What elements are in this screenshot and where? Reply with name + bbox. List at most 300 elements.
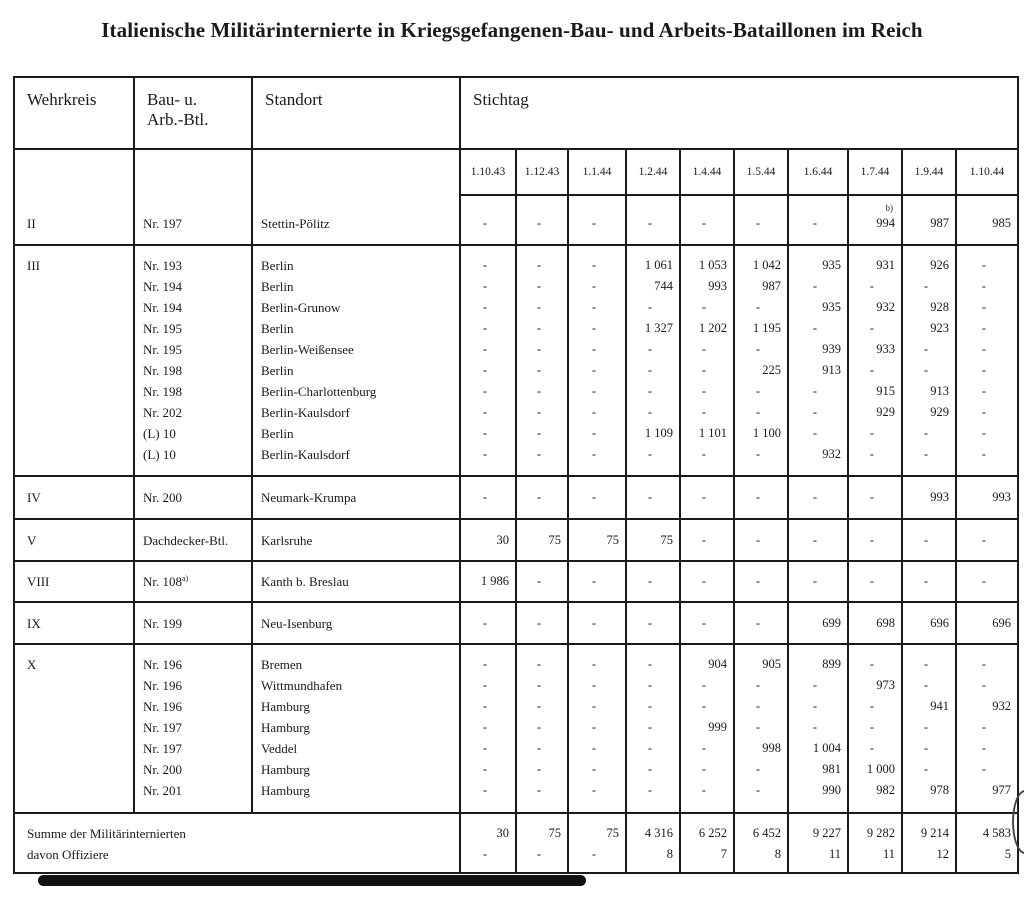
value: 973 xyxy=(876,678,895,692)
summary-total: 6 452 xyxy=(752,826,781,840)
value: - xyxy=(536,574,542,588)
wehrkreis-label: X xyxy=(27,657,37,672)
value: 993 xyxy=(992,490,1012,504)
value: - xyxy=(701,216,707,230)
value: 977 xyxy=(992,783,1012,797)
value: - xyxy=(482,321,488,335)
standort-label: Berlin-Kaulsdorf xyxy=(261,405,350,420)
btl-text: Nr. 197 xyxy=(143,741,182,756)
value: - xyxy=(981,279,987,293)
value: 978 xyxy=(930,783,949,797)
value: - xyxy=(812,216,818,230)
value: - xyxy=(647,783,653,797)
standort-label: Berlin xyxy=(261,363,294,378)
value-cell xyxy=(516,602,568,644)
value: - xyxy=(701,490,707,504)
value-cell xyxy=(568,476,626,519)
value-cell xyxy=(626,602,680,644)
summary-cell xyxy=(626,813,680,873)
value: 913 xyxy=(822,363,841,377)
value: - xyxy=(591,405,597,419)
value: 935 xyxy=(822,258,841,272)
summary-total-label: Summe der Militärinternierten xyxy=(27,826,186,841)
value: 698 xyxy=(876,615,895,630)
value: - xyxy=(701,405,707,419)
standort-cell xyxy=(252,245,460,476)
btl-text: Nr. 194 xyxy=(143,279,182,294)
standort-label: Karlsruhe xyxy=(261,532,313,548)
value: 1 100 xyxy=(752,426,781,440)
value: - xyxy=(482,720,488,734)
value: 905 xyxy=(762,657,781,671)
value: - xyxy=(536,363,542,377)
horizontal-scrollbar[interactable] xyxy=(38,875,586,886)
value: - xyxy=(647,342,653,356)
wehrkreis-label: VIII xyxy=(27,574,50,589)
value-cell xyxy=(956,245,1018,476)
value: - xyxy=(647,384,653,398)
header-btl-line1: Bau- u. xyxy=(147,90,198,109)
value: - xyxy=(647,699,653,713)
date-header: 1.10.44 xyxy=(956,149,1018,195)
value: - xyxy=(923,532,929,547)
summary-cell xyxy=(902,813,956,873)
summary-cell xyxy=(734,813,788,873)
summary-total: 75 xyxy=(606,826,619,840)
value: 1 000 xyxy=(866,762,895,776)
standort-label: Berlin xyxy=(261,426,294,441)
value: - xyxy=(755,300,761,314)
wehrkreis-label: IV xyxy=(27,490,41,505)
summary-officers: 11 xyxy=(828,847,841,861)
value: - xyxy=(812,405,818,419)
standort-label: Berlin-Charlottenburg xyxy=(261,384,377,399)
value-cell xyxy=(956,476,1018,519)
value-cell xyxy=(956,561,1018,602)
wehrkreis-label: II xyxy=(27,216,36,231)
date-header: 1.10.43 xyxy=(460,149,516,195)
summary-total: 9 282 xyxy=(866,826,895,840)
value-cell xyxy=(568,519,626,561)
summary-total: 30 xyxy=(496,826,509,840)
btl-text: Nr. 196 xyxy=(143,699,182,714)
value: - xyxy=(591,216,597,230)
value: 993 xyxy=(708,279,727,293)
value: - xyxy=(755,783,761,797)
value-cell xyxy=(734,561,788,602)
value-cell xyxy=(460,245,516,476)
value: 932 xyxy=(876,300,895,314)
value: 75 xyxy=(660,532,673,547)
value-cell xyxy=(956,602,1018,644)
btl-cell xyxy=(134,245,252,476)
value-cell xyxy=(956,519,1018,561)
value: - xyxy=(701,783,707,797)
value-cell xyxy=(516,245,568,476)
value: - xyxy=(869,447,875,461)
standort-cell xyxy=(252,602,460,644)
value: - xyxy=(981,720,987,734)
value: 939 xyxy=(822,342,841,356)
value: 933 xyxy=(876,342,895,356)
date-header: 1.12.43 xyxy=(516,149,568,195)
value-cell xyxy=(788,195,848,245)
value: - xyxy=(923,363,929,377)
value: - xyxy=(482,741,488,755)
header-standort: Standort xyxy=(252,77,460,149)
value: 982 xyxy=(876,783,895,797)
value: - xyxy=(536,216,542,230)
btl-label xyxy=(143,381,251,402)
value: - xyxy=(647,574,653,588)
internee-table xyxy=(13,76,1019,874)
value: - xyxy=(701,384,707,398)
value: - xyxy=(591,363,597,377)
btl-label xyxy=(143,738,251,759)
value: 999 xyxy=(708,720,727,734)
value-cell xyxy=(460,561,516,602)
value-cell xyxy=(902,644,956,813)
value: 981 xyxy=(822,762,841,776)
value: - xyxy=(701,699,707,713)
value: 985 xyxy=(992,216,1012,230)
btl-text: Nr. 198 xyxy=(143,363,182,378)
value: - xyxy=(701,762,707,776)
value-cell xyxy=(734,519,788,561)
value-cell xyxy=(626,245,680,476)
value: - xyxy=(755,447,761,461)
value: - xyxy=(647,216,653,230)
summary-cell xyxy=(568,813,626,873)
standort-label: Hamburg xyxy=(261,783,310,798)
value: - xyxy=(482,783,488,797)
value: - xyxy=(812,720,818,734)
value: - xyxy=(701,741,707,755)
date-header: 1.1.44 xyxy=(568,149,626,195)
value: - xyxy=(981,300,987,314)
btl-label xyxy=(143,423,251,444)
value: 993 xyxy=(930,490,949,504)
value: - xyxy=(869,490,875,504)
btl-text: Nr. 199 xyxy=(143,615,182,631)
value-cell xyxy=(680,561,734,602)
value: - xyxy=(482,405,488,419)
value: 932 xyxy=(822,447,841,461)
value: - xyxy=(869,574,875,588)
value: - xyxy=(536,657,542,671)
value: - xyxy=(591,447,597,461)
btl-label xyxy=(143,318,251,339)
btl-text: Nr. 198 xyxy=(143,384,182,399)
btl-text: Nr. 197 xyxy=(143,216,182,231)
value: - xyxy=(812,678,818,692)
value: 987 xyxy=(930,216,949,230)
standort-label: Wittmundhafen xyxy=(261,678,343,693)
value: - xyxy=(923,447,929,461)
value: - xyxy=(482,678,488,692)
value: - xyxy=(591,490,597,504)
value-cell xyxy=(626,519,680,561)
summary-cell xyxy=(460,813,516,873)
value: - xyxy=(536,699,542,713)
value-cell xyxy=(516,476,568,519)
btl-text: Nr. 201 xyxy=(143,783,182,798)
value: - xyxy=(755,405,761,419)
value: - xyxy=(482,384,488,398)
value: - xyxy=(647,447,653,461)
value: - xyxy=(591,657,597,671)
value: - xyxy=(869,720,875,734)
value-cell xyxy=(848,644,902,813)
summary-total: 4 316 xyxy=(644,826,673,840)
value: - xyxy=(647,615,653,630)
value: 926 xyxy=(930,258,949,272)
value-cell xyxy=(734,602,788,644)
value: 904 xyxy=(708,657,727,671)
summary-row xyxy=(14,813,1018,873)
standort-cell xyxy=(252,519,460,561)
value: 987 xyxy=(762,279,781,293)
btl-label xyxy=(143,759,251,780)
value-cell xyxy=(460,476,516,519)
value: - xyxy=(647,762,653,776)
value: - xyxy=(482,342,488,356)
standort-cell xyxy=(252,561,460,602)
btl-label xyxy=(143,571,251,592)
value: - xyxy=(536,426,542,440)
wehrkreis-cell xyxy=(14,245,134,476)
value: - xyxy=(981,405,987,419)
standort-label: Neu-Isenburg xyxy=(261,615,333,631)
value: 1 042 xyxy=(752,258,781,272)
value: 1 986 xyxy=(480,574,509,588)
value-cell xyxy=(788,519,848,561)
value: - xyxy=(482,363,488,377)
btl-text: (L) 10 xyxy=(143,447,176,462)
value: - xyxy=(591,258,597,272)
value-cell xyxy=(902,561,956,602)
summary-total: 4 583 xyxy=(982,826,1012,840)
btl-text: Nr. 200 xyxy=(143,762,182,777)
value-cell xyxy=(848,519,902,561)
value: - xyxy=(482,762,488,776)
summary-total: 6 252 xyxy=(698,826,727,840)
value: - xyxy=(812,384,818,398)
standort-label: Berlin xyxy=(261,279,294,294)
value: 1 202 xyxy=(698,321,727,335)
value: 990 xyxy=(822,783,841,797)
value: - xyxy=(981,426,987,440)
value: 30 xyxy=(496,532,509,547)
btl-text: (L) 10 xyxy=(143,426,176,441)
value: - xyxy=(482,279,488,293)
value: - xyxy=(869,699,875,713)
value: - xyxy=(923,574,929,588)
summary-cell xyxy=(680,813,734,873)
value: - xyxy=(812,321,818,335)
value-cell xyxy=(460,644,516,813)
summary-labels xyxy=(14,813,460,873)
value: - xyxy=(591,574,597,588)
value-cell xyxy=(568,644,626,813)
value: 935 xyxy=(822,300,841,314)
value: - xyxy=(981,657,987,671)
btl-label xyxy=(143,255,251,276)
value-cell xyxy=(626,195,680,245)
value: - xyxy=(981,342,987,356)
date-row xyxy=(14,149,1018,195)
value: 1 195 xyxy=(752,321,781,335)
value-cell xyxy=(568,245,626,476)
date-header: 1.4.44 xyxy=(680,149,734,195)
summary-total: 9 214 xyxy=(920,826,949,840)
value-cell xyxy=(680,245,734,476)
value: 699 xyxy=(822,615,841,630)
value: 1 101 xyxy=(698,426,727,440)
value: - xyxy=(981,574,987,588)
standort-label: Bremen xyxy=(261,657,303,672)
summary-total: 9 227 xyxy=(812,826,841,840)
value-cell xyxy=(626,476,680,519)
standort-label: Berlin-Weißensee xyxy=(261,342,354,357)
value-cell xyxy=(460,519,516,561)
value: - xyxy=(755,678,761,692)
btl-label xyxy=(143,213,251,234)
header-btl xyxy=(134,77,252,149)
btl-cell xyxy=(134,149,252,245)
summary-officers: 12 xyxy=(936,847,949,861)
value: - xyxy=(482,426,488,440)
value: - xyxy=(536,490,542,504)
btl-text: Dachdecker-Btl. xyxy=(143,532,229,548)
btl-label xyxy=(143,530,251,551)
value: - xyxy=(923,741,929,755)
value-cell xyxy=(848,602,902,644)
value-cell xyxy=(516,195,568,245)
btl-text: Nr. 195 xyxy=(143,342,182,357)
value-cell xyxy=(680,602,734,644)
value: - xyxy=(869,741,875,755)
value: - xyxy=(981,762,987,776)
value: - xyxy=(701,678,707,692)
value: - xyxy=(923,342,929,356)
value: 1 109 xyxy=(644,426,673,440)
summary-officers: - xyxy=(591,847,597,861)
value-cell xyxy=(568,602,626,644)
value: - xyxy=(482,447,488,461)
value: - xyxy=(923,279,929,293)
value-cell xyxy=(788,476,848,519)
value: - xyxy=(981,678,987,692)
value-cell xyxy=(788,561,848,602)
summary-officers: - xyxy=(536,847,542,861)
value: - xyxy=(647,300,653,314)
date-header: 1.7.44 xyxy=(848,149,902,195)
date-header: 1.2.44 xyxy=(626,149,680,195)
btl-label xyxy=(143,717,251,738)
value: - xyxy=(869,279,875,293)
wehrkreis-cell xyxy=(14,149,134,245)
value: - xyxy=(591,699,597,713)
value: - xyxy=(647,363,653,377)
wehrkreis-group xyxy=(14,476,1018,519)
summary-cell xyxy=(848,813,902,873)
value: - xyxy=(812,426,818,440)
btl-text: Nr. 202 xyxy=(143,405,182,420)
value: - xyxy=(482,490,488,504)
value: 998 xyxy=(762,741,781,755)
value: 932 xyxy=(992,699,1012,713)
footnote-marker: b) xyxy=(885,203,893,213)
summary-total: 75 xyxy=(548,826,561,840)
summary-cell xyxy=(516,813,568,873)
value-cell xyxy=(626,561,680,602)
wehrkreis-label: IX xyxy=(27,615,41,631)
value: 923 xyxy=(930,321,949,335)
wehrkreis-group xyxy=(14,602,1018,644)
btl-label xyxy=(143,297,251,318)
date-header: 1.9.44 xyxy=(902,149,956,195)
value-cell xyxy=(902,602,956,644)
value: - xyxy=(869,532,875,547)
value: - xyxy=(755,615,761,630)
value-cell xyxy=(956,644,1018,813)
value: - xyxy=(536,300,542,314)
standort-label: Hamburg xyxy=(261,720,310,735)
btl-label xyxy=(143,487,251,508)
btl-text: Nr. 200 xyxy=(143,490,182,505)
value: - xyxy=(981,384,987,398)
value: - xyxy=(482,258,488,272)
value: - xyxy=(536,405,542,419)
value: - xyxy=(482,699,488,713)
date-header: 1.6.44 xyxy=(788,149,848,195)
value: - xyxy=(482,615,488,630)
btl-cell xyxy=(134,476,252,519)
value: 929 xyxy=(930,405,949,419)
value: 1 053 xyxy=(698,258,727,272)
value: - xyxy=(647,490,653,504)
value: - xyxy=(981,363,987,377)
summary-cell xyxy=(956,813,1018,873)
value-cell xyxy=(460,195,516,245)
value: - xyxy=(701,532,707,547)
value: - xyxy=(812,574,818,588)
value-cell xyxy=(848,195,902,245)
wehrkreis-cell xyxy=(14,519,134,561)
summary-officers: 8 xyxy=(774,847,781,861)
value-cell xyxy=(516,644,568,813)
value: - xyxy=(536,447,542,461)
value: 928 xyxy=(930,300,949,314)
value-cell xyxy=(848,476,902,519)
value: - xyxy=(647,678,653,692)
value: 931 xyxy=(876,258,895,272)
wehrkreis-cell xyxy=(14,561,134,602)
value: - xyxy=(591,384,597,398)
wehrkreis-group xyxy=(14,245,1018,476)
btl-label xyxy=(143,444,251,465)
btl-label xyxy=(143,675,251,696)
standort-label: Veddel xyxy=(261,741,298,756)
value: - xyxy=(536,720,542,734)
value: - xyxy=(923,720,929,734)
value-cell xyxy=(734,195,788,245)
value: - xyxy=(536,258,542,272)
value: - xyxy=(482,657,488,671)
header-wehrkreis: Wehrkreis xyxy=(14,77,134,149)
value-cell xyxy=(848,561,902,602)
